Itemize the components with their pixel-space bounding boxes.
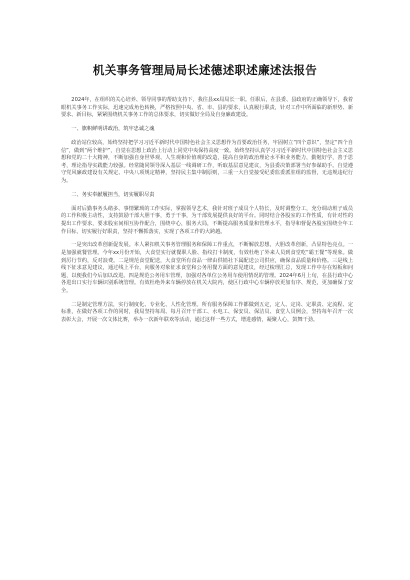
body-paragraph: 一是突出改革创新促发展。本人紧扣机关事务管理服务和保障工作重点，不断解放思想，大胆改革创新，凸显特色亮点。一是加强就餐管理。今年xx月份开始，大食堂实行就餐职人脸、指纹打卡制度，有效杜绝了外来人员到食堂吃“霸王餐”等现象。做到厉行节约，反对浪费。二是规范食堂配送，大食堂所有食品一律由供销社下属配送公司供应，确保食品质量和价格。三是线上线下征求意见建议，通过线上平台，向服务对象征求食堂和公务用餐方面的意见建议，经过梳理汇总，发现工作中存在短板和问题，以便我们今后加以改进。四是规范公务用车管理，加强对各单位公务用车使用情况的管理。2024年6月上旬，在县行政中心各进出口实行车辆识别系统管理。有效杜绝外来车辆停放在机关大院内，使区行政中心车辆停放更加有序、规范，更加确保了安全。: [61, 242, 353, 294]
body-paragraph: 政治站位较高，始终坚持把学习习近平新时代中国特色社会主义思想作为首要政治任务，牢固树立“四个意识”，坚定“四个自信”，做到“两个维护”，自觉在思想上政治上行动上同党中央保持高度一致。始终坚持认真学习习近平新时代中国特色社会主义思想和党的二十大精神，不断加强自身世界观、人生观和价值观的改造，提高自身的政治理论水平和业务能力，勤勉好学，善于思考，理论指导实践能力较强。经常随同领导深入基层一线调研工作，听取基层意见建议，为县委决策部署当好参谋助手。自觉遵守党风廉政建设有关规定、中央八项规定精神，坚持民主集中制原则，三重一大自觉接受纪委监委派驻组的监督，无违规违纪行为。: [61, 139, 353, 184]
report-body: [61, 97, 353, 331]
section-heading: 二、务实奉献履担当，切实履职尽责: [71, 191, 155, 198]
report-title: 机关事务管理局局长述德述职述廉述法报告: [92, 63, 318, 77]
body-paragraph: 面对后勤事务头绪多、事情繁琐的工作实际，掌握领导艺术，我针对班子成员个人特长，及时调整分工，充分调动班子成员的工作积极主动性，支持鼓励干部大胆干事，勇于干事，为干部发展提供良好的平台。同时结合各股室的工作性质，有针对性的提出工作要求，要求股室间相互协作配合，围绕中心，服务大局，不断提高服务质量和管理水平，指导和督促各股室围绕全年工作目标，切实履行好职责，坚持不懈抓落实，实现了各项工作的大跨越。: [61, 205, 353, 235]
body-paragraph: 2024年，在组织的关心培养、领导同事的帮助支持下，我往县xx局局长一职。任职后，在县委、县政府的正确领导下，我着眼机关事务工作实际，迅速完成角色转换，严格按照中央、省、市、县的要求，认真履行职责，针对工作中所面临的新形势、新要求、新目标，紧紧围绕机关事务工作的总体要求，切实做好全局及自身廉政建设。: [61, 97, 353, 119]
body-paragraph: 二是制定管理方法，实行制度化、专业化、人性化管理。所有服务保障工作都做到五定，定人、定岗、定职责、定流程、定标准，在做好各项工作的同时，我局坚持每周、每月召开干部工、水电工、保安员、保洁员、食堂人员例会，坚持每年召开一次表彰大会，开展一次文体比赛，举办一次新年联欢等活动，通过这样一些方式，增进感情，凝聚人心，鼓舞干劲。: [61, 301, 353, 324]
section-heading: 一、旗帜鲜明讲政治，筑牢忠诚之魂: [71, 126, 155, 133]
